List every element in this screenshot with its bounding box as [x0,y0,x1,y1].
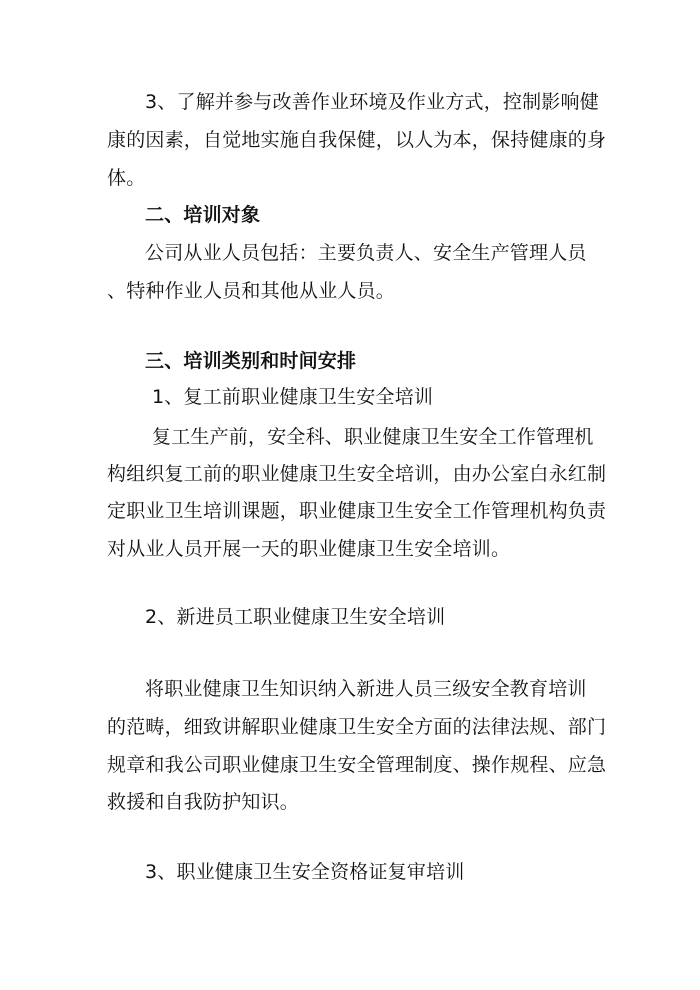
subsection-heading: 1、复工前职业健康卫生安全培训 [152,386,434,408]
paragraph-line: 对从业人员开展一天的职业健康卫生安全培训。 [107,538,511,560]
subsection-heading: 3、职业健康卫生安全资格证复审培训 [145,861,465,883]
paragraph-line: 复工生产前，安全科、职业健康卫生安全工作管理机 [152,426,594,448]
paragraph-line: 规章和我公司职业健康卫生安全管理制度、操作规程、应急 [107,754,607,776]
paragraph-line: 体。 [107,167,146,189]
subsection-heading: 2、新进员工职业健康卫生安全培训 [145,606,446,628]
paragraph-line: 定职业卫生培训课题，职业健康卫生安全工作管理机构负责 [107,500,607,522]
paragraph-line: 康的因素，自觉地实施自我保健，以人为本，保持健康的身 [107,129,607,151]
paragraph-line: 构组织复工前的职业健康卫生安全培训，由办公室白永红制 [107,463,607,485]
paragraph-line: 救援和自我防护知识。 [107,791,300,813]
paragraph-line: 将职业健康卫生知识纳入新进人员三级安全教育培训 [145,678,587,700]
paragraph-line: 3、了解并参与改善作业环境及作业方式，控制影响健 [145,91,599,113]
paragraph-line: 、特种作业人员和其他从业人员。 [107,280,396,302]
section-heading-training-targets: 二、培训对象 [145,204,261,226]
section-heading-training-categories: 三、培训类别和时间安排 [145,350,357,372]
paragraph-line: 的范畴，细致讲解职业健康卫生安全方面的法律法规、部门 [107,716,607,738]
paragraph-line: 公司从业人员包括：主要负责人、安全生产管理人员 [145,242,587,264]
